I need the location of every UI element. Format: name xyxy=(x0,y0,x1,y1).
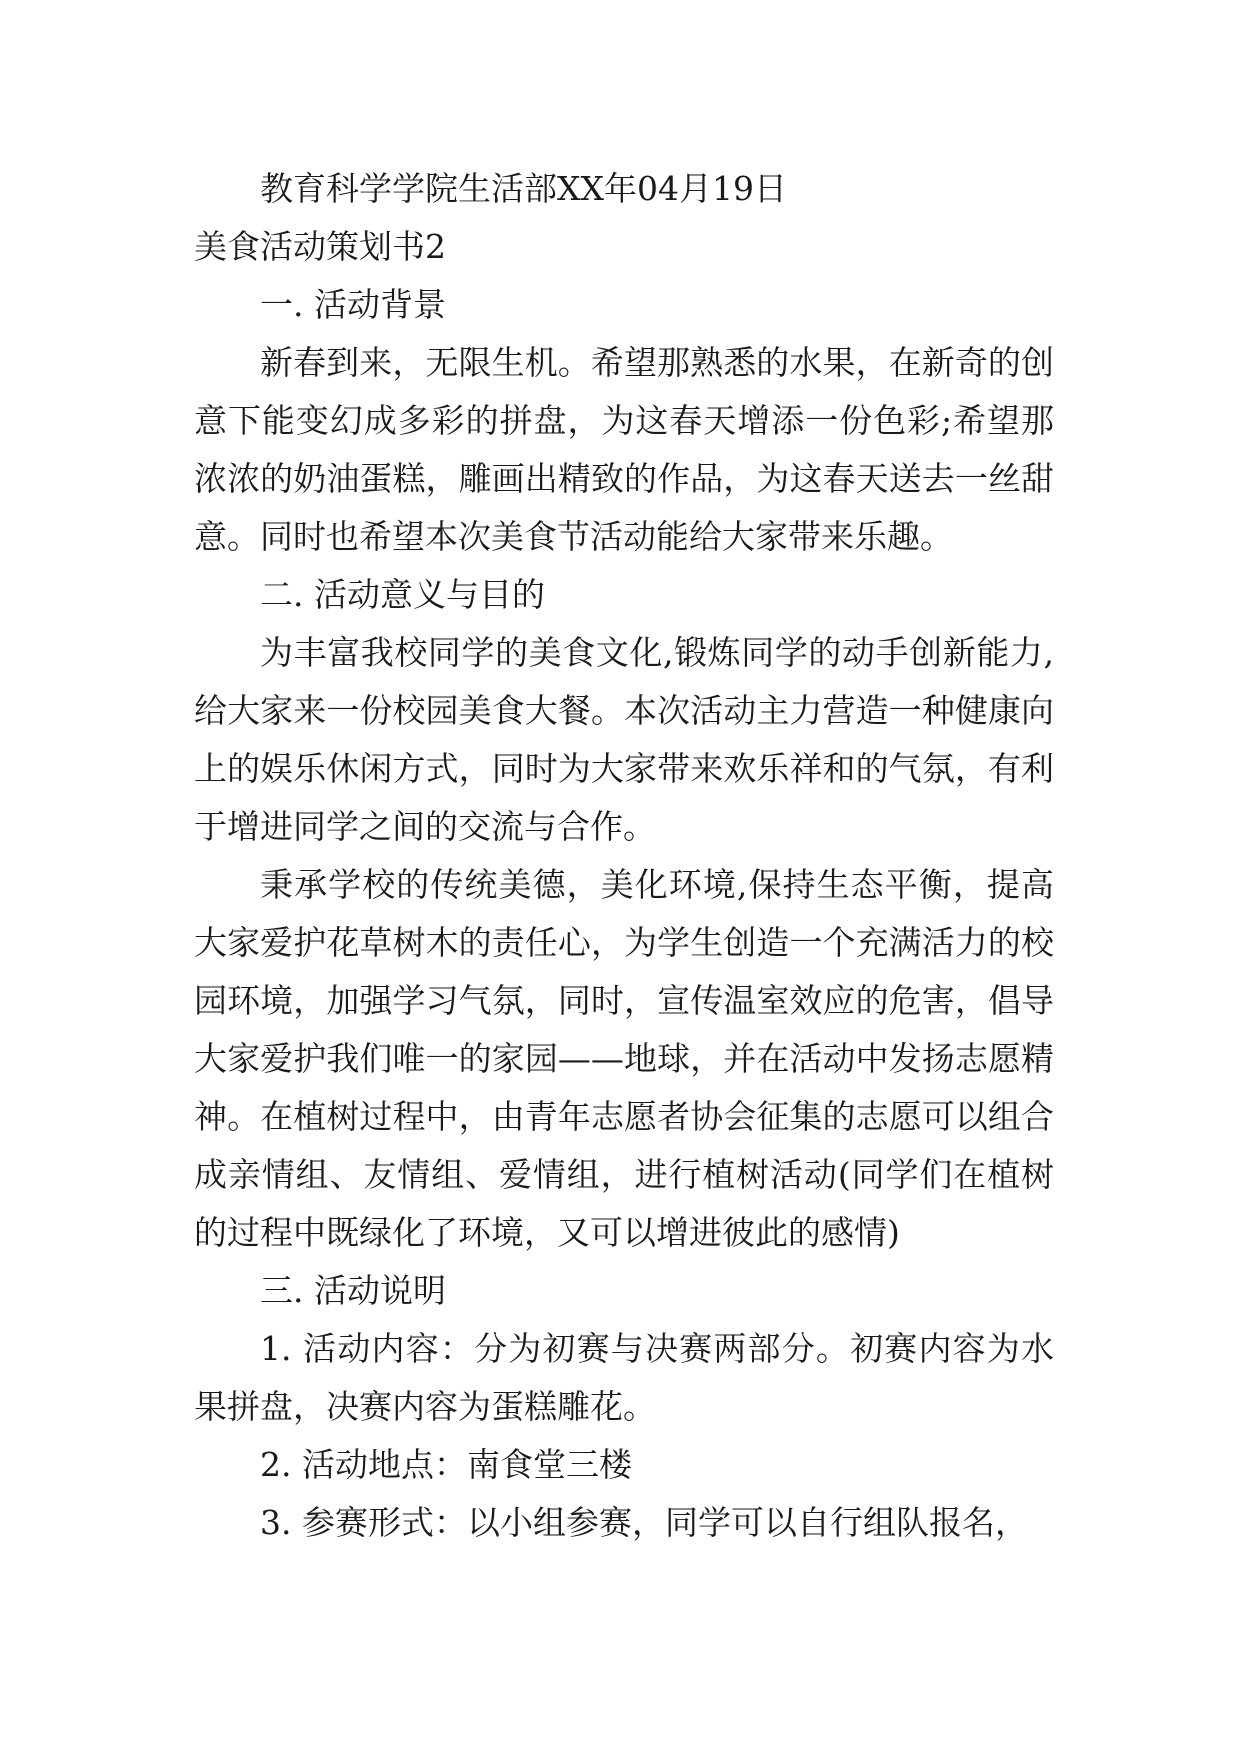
description-item-location: 2. 活动地点：南食堂三楼 xyxy=(260,1445,632,1484)
description-item-content: 1. 活动内容：分为初赛与决赛两部分。初赛内容为水果拼盘，决赛内容为蛋糕雕花。 xyxy=(194,1329,1054,1426)
section-heading-description: 三. 活动说明 xyxy=(260,1271,446,1310)
background-paragraph: 新春到来，无限生机。希望那熟悉的水果，在新奇的创意下能变幻成多彩的拼盘，为这春天增添一份色彩;希望那浓浓的奶油蛋糕，雕画出精致的作品，为这春天送去一丝甜意。同时也希望本次美食节活动能给大家带来乐趣。 xyxy=(194,343,1054,556)
section-heading-background: 一. 活动背景 xyxy=(260,285,446,324)
document-title: 美食活动策划书2 xyxy=(194,227,446,266)
purpose-paragraph-2: 秉承学校的传统美德，美化环境,保持生态平衡，提高大家爱护花草树木的责任心，为学生创造一个充满活力的校园环境，加强学习气氛，同时，宣传温室效应的危害，倡导大家爱护我们唯一的家园——地球，并在活动中发扬志愿精神。在植树过程中，由青年志愿者协会征集的志愿可以组合成亲情组、友情组、爱情组，进行植树活动(同学们在植树的过程中既绿化了环境，又可以增进彼此的感情) xyxy=(194,865,1054,1252)
signature-line: 教育科学学院生活部XX年04月19日 xyxy=(260,169,787,208)
section-heading-purpose: 二. 活动意义与目的 xyxy=(260,575,545,614)
description-item-format: 3. 参赛形式：以小组参赛，同学可以自行组队报名， xyxy=(260,1503,1028,1542)
purpose-paragraph-1: 为丰富我校同学的美食文化,锻炼同学的动手创新能力,给大家来一份校园美食大餐。本次活动主力营造一种健康向上的娱乐休闲方式，同时为大家带来欢乐祥和的气氛，有利于增进同学之间的交流与合作。 xyxy=(194,633,1054,846)
document-body xyxy=(194,160,1054,1552)
